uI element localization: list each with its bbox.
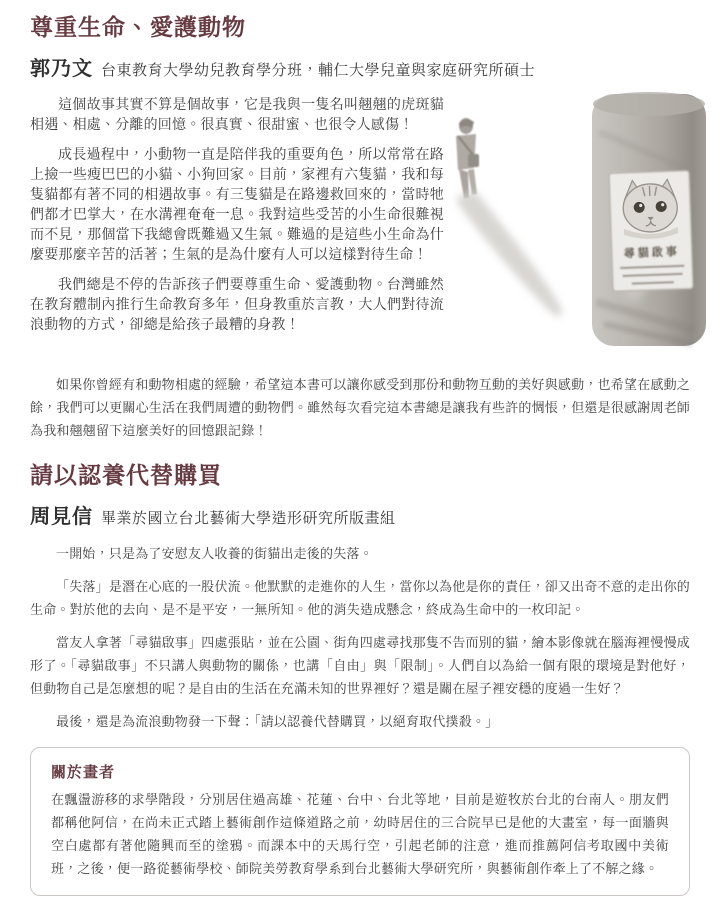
poster-title-text: 尋貓啟事 (623, 245, 680, 260)
walking-person-figure (456, 118, 479, 198)
about-illustrator-box (30, 747, 690, 896)
section2-paragraph-4: 最後，還是為流浪動物發一下聲：「請以認養代替購買，以絕育取代撲殺。」 (56, 714, 499, 729)
section1-author-name: 郭乃文 (30, 58, 93, 80)
section2-paragraph-3: 當友人拿著「尋貓啟事」四處張貼，並在公園、街角四處尋找那隻不告而別的貓，繪本影像就在腦海裡慢慢成形了。「尋貓啟事」不只講人與動物的關係，也講「自由」與「限制」。人們自以為給一個有限的環境是對他好，但動物自己是怎麼想的呢？是自由的生活在充滿未知的世界裡好？還是關在屋子裡安穩的度過一生好？ (30, 635, 690, 696)
section2-paragraph-2: 「失落」是潛在心底的一股伏流。他默默的走進你的人生，當你以為他是你的責任，卻又出奇不意的走出你的生命。對於他的去向、是不是平安，一無所知。他的消失造成懸念，終成為生命中的一枚印記。 (30, 579, 690, 617)
missing-cat-poster-illustration (444, 92, 720, 365)
section1-title: 尊重生命、愛護動物 (30, 14, 246, 40)
section2-author-line (30, 500, 690, 529)
section1-paragraph-1: 這個故事其實不算是個故事，它是我與一隻名叫翹翹的虎斑貓相遇、相處、分離的回憶。很真實、很甜蜜、也很令人感傷！ (30, 96, 444, 132)
missing-cat-poster (609, 171, 693, 292)
section1-paragraph-3: 我們總是不停的告訴孩子們要尊重生命、愛護動物。台灣雖然在教育體制內推行生命教育多年，但身教重於言教，大人們對待流浪動物的方式，卻總是給孩子最糟的身教！ (30, 276, 444, 332)
section2-author-name: 周見信 (30, 506, 93, 528)
section1-paragraph-2: 成長過程中，小動物一直是陪伴我的重要角色，所以常常在路上撿一些瘦巴巴的小貓、小狗回家。目前，家裡有六隻貓，我和每隻貓都有著不同的相遇故事。有三隻貓是在路邊救回來的，當時牠們都才巴掌大，在水溝裡奄奄一息。我對這些受苦的小生命很難視而不見，那個當下我總會既難過又生氣。難過的是這些小生命為什麼要那麼辛苦的活著；生氣的是為什麼有人可以這樣對待生命！ (30, 146, 444, 262)
section1-author-affiliation: 台東教育大學幼兒教育學分班，輔仁大學兒童與家庭研究所碩士 (101, 62, 536, 79)
about-box-text: 在飄盪游移的求學階段，分別居住過高雄、花蓮、台中、台北等地，目前是遊牧於台北的台南人。朋友們都稱他阿信，在尚未正式踏上藝術創作這條道路之前，幼時居住的三合院早已是他的大畫室，每一面牆與空白處都有著他隨興而至的塗鴉。而課本中的天馬行空，引起老師的注意，進而推薦阿信考取國中美術班，之後，便一路從藝術學校、師院美勞教育學系到台北藝術大學研究所，與藝術創作牽上了不解之緣。 (51, 792, 669, 876)
section1-content-row (30, 94, 690, 365)
section1-author-line (30, 52, 690, 81)
about-box-title: 關於畫者 (51, 764, 116, 781)
pencil-sketch-image (444, 92, 720, 365)
figure-shadow (457, 192, 562, 316)
section2-author-affiliation: 畢業於國立台北藝術大學造形研究所版畫組 (101, 510, 396, 527)
section1-text-column (30, 94, 444, 334)
section1-closing-paragraph: 如果你曾經有和動物相處的經驗，希望這本書可以讓你感受到那份和動物互動的美好與感動，也希望在感動之餘，我們可以更關心生活在我們周遭的動物們。雖然每次看完這本書總是讓我有些許的惆悵，但還是很感謝周老師為我和翹翹留下這麼美好的回憶跟記錄！ (30, 377, 691, 438)
section2-paragraph-1: 一開始，只是為了安慰友人收養的街貓出走後的失落。 (56, 546, 373, 561)
section2-title: 請以認養代替購買 (30, 462, 222, 488)
